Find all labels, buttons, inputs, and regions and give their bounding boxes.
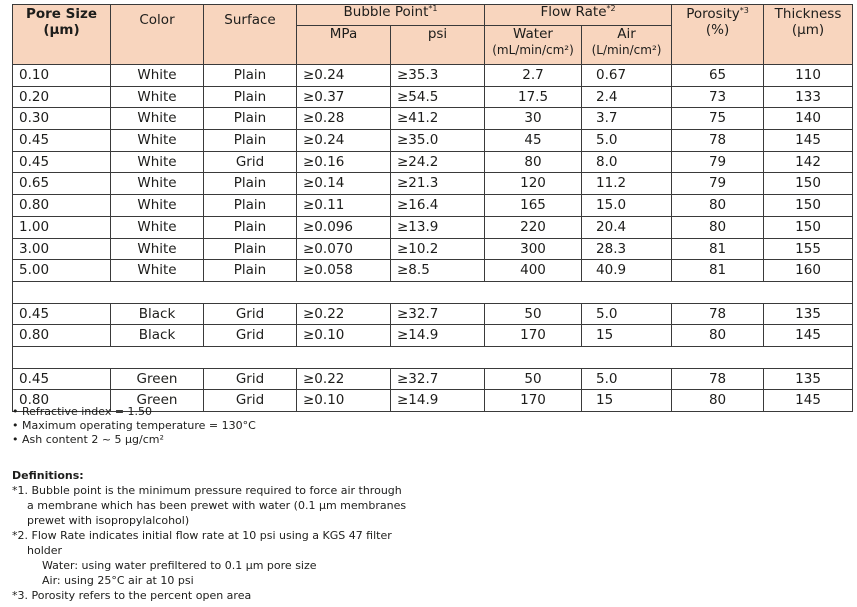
cell-air: 40.9	[582, 260, 672, 282]
cell-surface: Plain	[204, 216, 297, 238]
table-row	[13, 65, 853, 87]
cell-thickness: 145	[764, 390, 853, 412]
header-mpa: MPa	[297, 26, 391, 65]
cell-pore: 0.80	[13, 325, 111, 347]
cell-air: 11.2	[582, 173, 672, 195]
cell-thickness: 150	[764, 173, 853, 195]
cell-pore: 3.00	[13, 238, 111, 260]
cell-pore: 1.00	[13, 216, 111, 238]
cell-porosity: 79	[672, 151, 764, 173]
definition-1-cont: a membrane which has been prewet with water (0.1 μm membranes	[27, 499, 407, 512]
header-flow-rate: Flow Rate$^{*2}$	[485, 5, 672, 26]
table-row	[13, 108, 853, 130]
cell-psi: ≥35.3	[391, 65, 485, 87]
table-row	[13, 368, 853, 390]
cell-mpa: ≥0.11	[297, 195, 391, 217]
header-thickness: Thickness (μm)	[764, 5, 853, 65]
cell-porosity: 80	[672, 325, 764, 347]
header-air: Air (L/min/cm²)	[582, 26, 672, 65]
cell-water: 30	[485, 108, 582, 130]
cell-water: 170	[485, 390, 582, 412]
cell-color: White	[111, 65, 204, 87]
table-row	[13, 195, 853, 217]
cell-pore: 0.45	[13, 303, 111, 325]
cell-pore: 0.45	[13, 151, 111, 173]
cell-thickness: 155	[764, 238, 853, 260]
definition-2-cont: holder	[27, 544, 63, 557]
cell-thickness: 140	[764, 108, 853, 130]
cell-pore: 0.10	[13, 65, 111, 87]
cell-thickness: 145	[764, 325, 853, 347]
cell-porosity: 75	[672, 108, 764, 130]
cell-surface: Plain	[204, 108, 297, 130]
cell-surface: Plain	[204, 173, 297, 195]
cell-color: White	[111, 216, 204, 238]
cell-psi: ≥32.7	[391, 368, 485, 390]
cell-pore: 0.80	[13, 390, 111, 412]
cell-water: 300	[485, 238, 582, 260]
cell-porosity: 79	[672, 173, 764, 195]
specifications-table	[12, 4, 853, 412]
table-row	[13, 260, 853, 282]
cell-psi: ≥16.4	[391, 195, 485, 217]
cell-thickness: 142	[764, 151, 853, 173]
cell-mpa: ≥0.070	[297, 238, 391, 260]
cell-air: 5.0	[582, 368, 672, 390]
cell-mpa: ≥0.22	[297, 368, 391, 390]
table-row	[13, 130, 853, 152]
definition-1: *1. Bubble point is the minimum pressure required to force air through	[12, 484, 402, 497]
cell-porosity: 65	[672, 65, 764, 87]
cell-psi: ≥14.9	[391, 390, 485, 412]
notes-list	[12, 405, 256, 447]
spacer-cell	[13, 281, 853, 303]
cell-mpa: ≥0.16	[297, 151, 391, 173]
cell-psi: ≥32.7	[391, 303, 485, 325]
cell-surface: Plain	[204, 130, 297, 152]
cell-pore: 0.45	[13, 368, 111, 390]
cell-thickness: 133	[764, 86, 853, 108]
cell-porosity: 78	[672, 303, 764, 325]
cell-psi: ≥10.2	[391, 238, 485, 260]
cell-air: 3.7	[582, 108, 672, 130]
cell-thickness: 150	[764, 216, 853, 238]
cell-air: 5.0	[582, 303, 672, 325]
cell-pore: 5.00	[13, 260, 111, 282]
cell-mpa: ≥0.058	[297, 260, 391, 282]
cell-surface: Grid	[204, 368, 297, 390]
cell-color: White	[111, 130, 204, 152]
cell-air: 15.0	[582, 195, 672, 217]
cell-surface: Plain	[204, 195, 297, 217]
cell-surface: Grid	[204, 151, 297, 173]
note-item: • Maximum operating temperature = 130°C	[12, 419, 256, 432]
cell-water: 80	[485, 151, 582, 173]
cell-psi: ≥13.9	[391, 216, 485, 238]
cell-color: White	[111, 195, 204, 217]
cell-water: 120	[485, 173, 582, 195]
cell-mpa: ≥0.24	[297, 130, 391, 152]
cell-psi: ≥14.9	[391, 325, 485, 347]
header-pore-size: Pore Size (μm)	[13, 5, 111, 65]
table-row	[13, 325, 853, 347]
cell-water: 2.7	[485, 65, 582, 87]
cell-porosity: 78	[672, 130, 764, 152]
cell-color: Black	[111, 303, 204, 325]
cell-surface: Plain	[204, 260, 297, 282]
cell-water: 50	[485, 368, 582, 390]
cell-air: 28.3	[582, 238, 672, 260]
cell-porosity: 81	[672, 260, 764, 282]
group-spacer-row	[13, 346, 853, 368]
cell-surface: Grid	[204, 303, 297, 325]
table-body	[13, 65, 853, 412]
cell-mpa: ≥0.096	[297, 216, 391, 238]
cell-air: 8.0	[582, 151, 672, 173]
table-row	[13, 238, 853, 260]
cell-pore: 0.45	[13, 130, 111, 152]
cell-pore: 0.65	[13, 173, 111, 195]
cell-color: White	[111, 173, 204, 195]
cell-air: 0.67	[582, 65, 672, 87]
cell-mpa: ≥0.22	[297, 303, 391, 325]
definition-3: *3. Porosity refers to the percent open area	[12, 589, 252, 602]
cell-thickness: 135	[764, 303, 853, 325]
cell-water: 170	[485, 325, 582, 347]
table-row	[13, 151, 853, 173]
table-row	[13, 173, 853, 195]
definitions-title: Definitions:	[12, 469, 84, 482]
group-spacer-row	[13, 281, 853, 303]
cell-mpa: ≥0.24	[297, 65, 391, 87]
cell-porosity: 80	[672, 216, 764, 238]
cell-thickness: 110	[764, 65, 853, 87]
definition-1-cont: prewet with isopropylalcohol)	[27, 514, 190, 527]
cell-pore: 0.20	[13, 86, 111, 108]
cell-water: 45	[485, 130, 582, 152]
table-row	[13, 86, 853, 108]
cell-porosity: 78	[672, 368, 764, 390]
cell-color: Black	[111, 325, 204, 347]
header-water: Water (mL/min/cm²)	[485, 26, 582, 65]
header-porosity: Porosity$^{*3}$ (%)	[672, 5, 764, 65]
cell-air: 15	[582, 390, 672, 412]
header-bubble-point: Bubble Point$^{*1}$	[297, 5, 485, 26]
cell-color: White	[111, 260, 204, 282]
cell-thickness: 160	[764, 260, 853, 282]
cell-psi: ≥21.3	[391, 173, 485, 195]
cell-color: White	[111, 238, 204, 260]
definition-2-air: Air: using 25°C air at 10 psi	[42, 574, 194, 587]
cell-water: 220	[485, 216, 582, 238]
cell-porosity: 73	[672, 86, 764, 108]
note-item: • Refractive index = 1.50	[12, 405, 153, 418]
definitions-section	[12, 468, 432, 603]
table-row	[13, 216, 853, 238]
cell-air: 5.0	[582, 130, 672, 152]
cell-mpa: ≥0.28	[297, 108, 391, 130]
cell-color: White	[111, 108, 204, 130]
cell-porosity: 80	[672, 195, 764, 217]
cell-surface: Plain	[204, 65, 297, 87]
note-item: • Ash content 2 ~ 5 μg/cm²	[12, 433, 164, 446]
cell-pore: 0.30	[13, 108, 111, 130]
header-surface: Surface	[204, 5, 297, 65]
cell-surface: Grid	[204, 325, 297, 347]
header-color: Color	[111, 5, 204, 65]
cell-pore: 0.80	[13, 195, 111, 217]
cell-mpa: ≥0.37	[297, 86, 391, 108]
cell-porosity: 80	[672, 390, 764, 412]
cell-water: 400	[485, 260, 582, 282]
cell-surface: Plain	[204, 238, 297, 260]
cell-air: 2.4	[582, 86, 672, 108]
cell-thickness: 150	[764, 195, 853, 217]
cell-psi: ≥35.0	[391, 130, 485, 152]
cell-water: 165	[485, 195, 582, 217]
cell-mpa: ≥0.14	[297, 173, 391, 195]
cell-color: Green	[111, 368, 204, 390]
header-psi: psi	[391, 26, 485, 65]
cell-mpa: ≥0.10	[297, 390, 391, 412]
cell-psi: ≥24.2	[391, 151, 485, 173]
table-row	[13, 303, 853, 325]
cell-water: 50	[485, 303, 582, 325]
cell-color: White	[111, 151, 204, 173]
cell-thickness: 135	[764, 368, 853, 390]
cell-mpa: ≥0.10	[297, 325, 391, 347]
cell-air: 15	[582, 325, 672, 347]
definition-2-water: Water: using water prefiltered to 0.1 μm pore size	[42, 559, 317, 572]
cell-water: 17.5	[485, 86, 582, 108]
cell-psi: ≥8.5	[391, 260, 485, 282]
cell-porosity: 81	[672, 238, 764, 260]
cell-color: Green	[111, 390, 204, 412]
cell-air: 20.4	[582, 216, 672, 238]
cell-surface: Plain	[204, 86, 297, 108]
cell-psi: ≥41.2	[391, 108, 485, 130]
cell-surface: Grid	[204, 390, 297, 412]
cell-color: White	[111, 86, 204, 108]
cell-psi: ≥54.5	[391, 86, 485, 108]
definition-2: *2. Flow Rate indicates initial flow rate at 10 psi using a KGS 47 filter	[12, 529, 392, 542]
cell-thickness: 145	[764, 130, 853, 152]
spacer-cell	[13, 346, 853, 368]
